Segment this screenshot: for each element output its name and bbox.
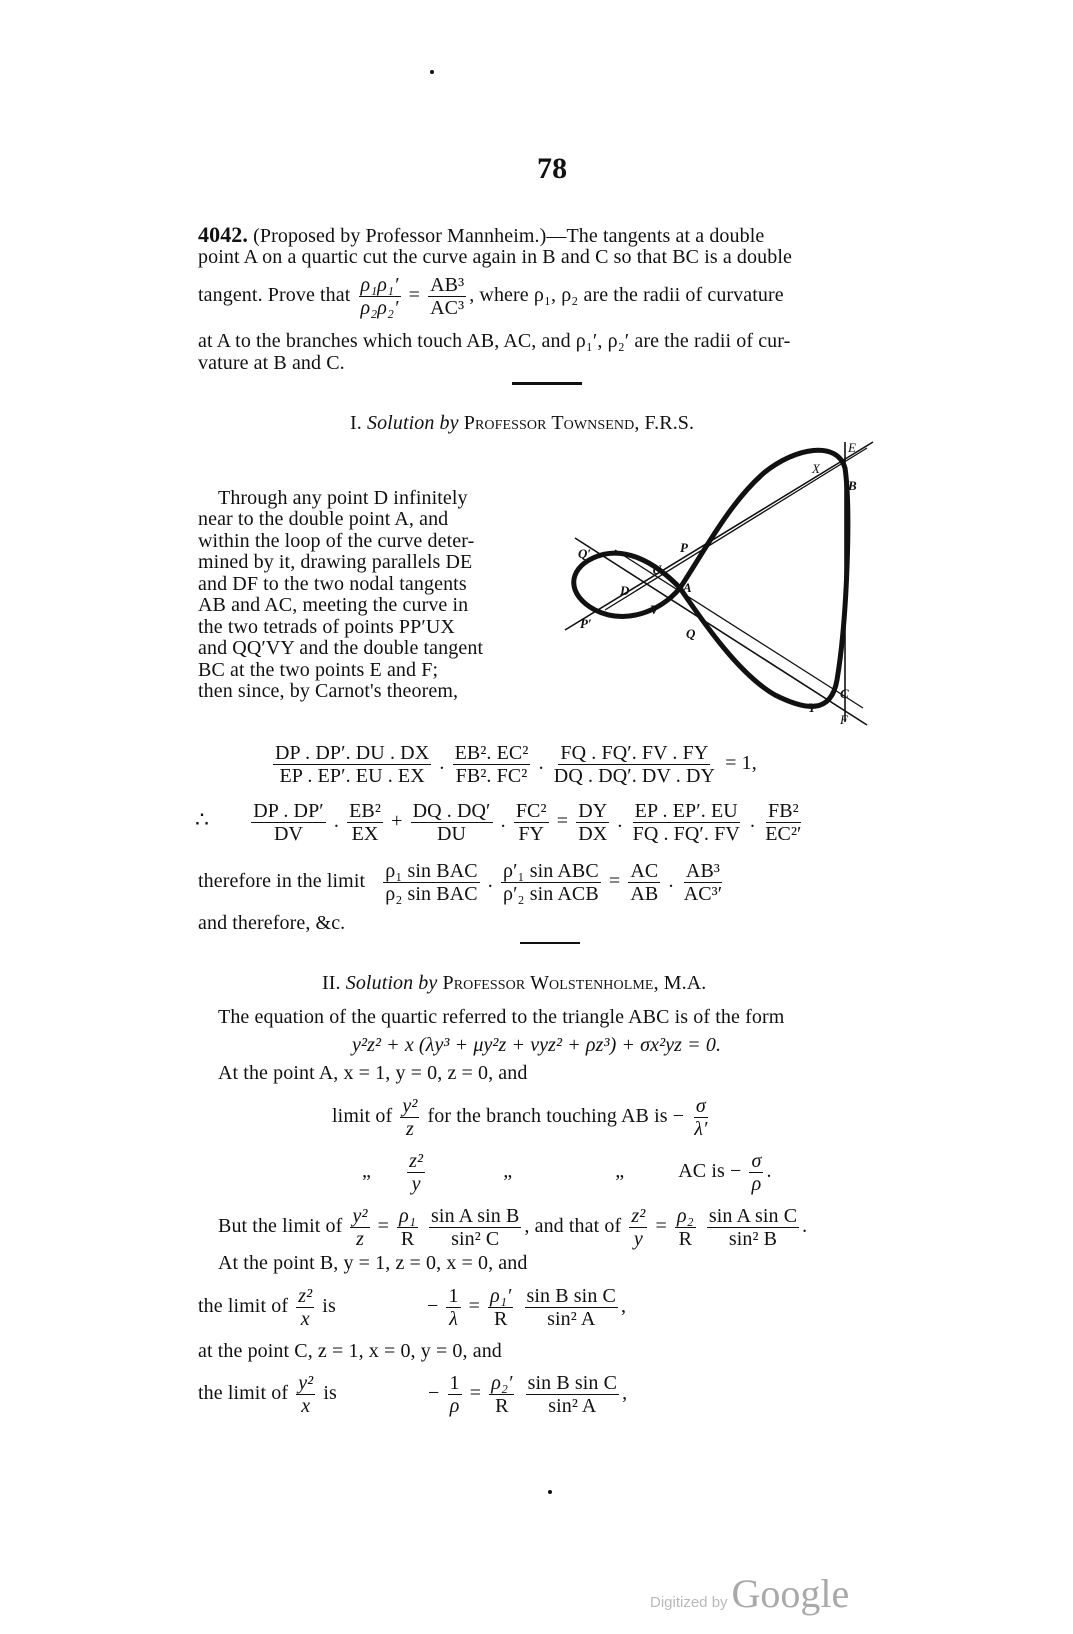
problem-line-3: tangent. Prove that $\frac{\text{ρ₁ρ₁′}}{\text{ρ₂ρ₂′}}$ = $\frac{\text{AB³}}{\text{AC³}}$ , where ρ₁, ρ₂ are the radii of curvature <box>198 274 784 319</box>
sol2-limit-c: the limit of $\frac{\text{y²}}{x}$ is − $\frac{1}{\rho}$ = $\frac{\text{ρ₂′}}{R}$ $\frac{\text{sin B sin C}}{\text{sin² A}}$ , <box>198 1372 628 1417</box>
quartic-curve-diagram <box>555 440 885 730</box>
watermark-prefix: Digitized by <box>650 1594 728 1611</box>
label-p: P <box>680 540 688 555</box>
sol1-text-line: near to the double point A, and <box>198 508 449 530</box>
problem-text-3b: , where ρ₁, ρ₂ are the radii of curvature <box>469 284 784 307</box>
sol1-text-line: Through any point D infinitely <box>218 487 468 509</box>
label-q: Q <box>686 626 696 641</box>
equation-limit: therefore in the limit $\frac{\text{ρ₁ sin BAC}}{\text{ρ₂ sin BAC}}$ . $\frac{\text{ρ′₁ sin ABC}}{\text{ρ′₂ sin ACB}}$ = $\frac{AC}{AB}$ . $\frac{\text{AB³}}{\text{AC³′}}$ <box>198 860 723 905</box>
label-f: F <box>840 712 848 727</box>
section-divider <box>520 942 580 944</box>
problem-number: 4042. <box>198 222 248 247</box>
label-d: D <box>620 583 630 598</box>
sol1-text-line: within the loop of the curve deter- <box>198 530 475 552</box>
label-e: E <box>848 440 856 455</box>
sol2-limit-ab: limit of $\frac{\text{y²}}{z}$ for the branch touching AB is − $\frac{\sigma}{\lambda'}$ <box>332 1095 708 1140</box>
problem-text-1: —The tangents at a double <box>546 225 765 247</box>
sol2-limit-b: the limit of $\frac{\text{z²}}{x}$ is − $\frac{1}{\lambda}$ = $\frac{\text{ρ₁′}}{R}$ $\frac{\text{sin B sin C}}{\text{sin² A}}$ , <box>198 1285 627 1330</box>
print-dot <box>548 1490 552 1494</box>
problem-proposer: (Proposed by Professor Mannheim.) <box>253 225 547 247</box>
label-p-prime: P′ <box>580 616 592 631</box>
problem-line-2: point A on a quartic cut the curve again in B and C so that BC is a double <box>198 246 792 268</box>
solution-1-heading: I. Solution by Professor Townsend, F.R.S. <box>350 412 695 434</box>
label-v: V <box>650 602 659 617</box>
sol1-text-line: then since, by Carnot's theorem, <box>198 680 459 702</box>
equation-carnot: $\frac{DP . DP'. DU . DX}{EP . EP'. EU . EX}$ . $\frac{\text{EB². EC²}}{\text{FB². FC²}}$ . $\frac{FQ . FQ'. FV . FY}{DQ . DQ'. DV . DY}$ = 1, <box>275 742 757 787</box>
problem-line-5: vature at B and C. <box>198 352 345 374</box>
watermark-brand: Google <box>731 1571 850 1616</box>
print-dot <box>430 70 434 74</box>
section-divider <box>512 382 582 385</box>
label-b: B <box>848 478 857 493</box>
sol2-point-a: At the point A, x = 1, y = 0, z = 0, and <box>218 1062 528 1084</box>
fraction-rho-product: $\frac{\text{ρ₁ρ₁′}}{\text{ρ₂ρ₂′}}$ <box>360 274 399 319</box>
label-q-prime: Q′ <box>578 546 592 561</box>
sol2-point-b: At the point B, y = 1, z = 0, x = 0, and <box>218 1252 528 1274</box>
parallel-de <box>605 448 867 610</box>
digitized-watermark <box>650 1570 849 1617</box>
page-number: 78 <box>537 152 568 185</box>
sol1-text-line: mined by it, drawing parallels DE <box>198 551 473 573</box>
sol2-limit-ac: „ $\frac{\text{z²}}{y}$ „ „ AC is − $\frac{\sigma}{\rho}$ . <box>362 1150 772 1195</box>
sol2-line-1: The equation of the quartic referred to the triangle ABC is of the form <box>218 1006 785 1028</box>
nodal-tangent-ab <box>565 442 873 630</box>
problem-line-1 <box>198 222 764 248</box>
problem-line-4: at A to the branches which touch AB, AC, and ρ₁′, ρ₂′ are the radii of cur- <box>198 330 791 352</box>
nodal-tangent-ac <box>575 538 867 725</box>
label-a: A <box>683 580 692 595</box>
label-u: U <box>652 562 662 577</box>
label-c: C <box>840 686 849 701</box>
curve-right-branch <box>680 450 848 706</box>
sol1-text-line: the two tetrads of points PP′UX <box>198 616 455 638</box>
sol2-quartic-equation: y²z² + x (λy³ + μy²z + νyz² + ρz³) + σx²yz = 0. <box>352 1034 722 1056</box>
problem-text-3a: tangent. Prove that <box>198 284 351 307</box>
sol1-closing: and therefore, &c. <box>198 912 346 934</box>
sol1-text-line: and QQ′VY and the double tangent <box>198 637 484 659</box>
sol2-but-limit: But the limit of $\frac{\text{y²}}{z}$ = $\frac{\text{ρ₁}}{R}$ $\frac{\text{sin A sin B}}{\text{sin² C}}$ , and that of $\frac{\text{z²}}{y}$ = $\frac{\text{ρ₂}}{R}$ $\frac{\text{sin A sin C}}{\text{sin² B}}$ . <box>218 1205 808 1250</box>
sol1-text-line: AB and AC, meeting the curve in <box>198 594 469 616</box>
solution-2-heading: II. Solution by Professor Wolstenholme, M.A. <box>322 972 707 994</box>
sol1-text-line: and DF to the two nodal tangents <box>198 573 467 595</box>
sol2-point-c: at the point C, z = 1, x = 0, y = 0, and <box>198 1340 502 1362</box>
label-y: Y <box>808 700 816 715</box>
equation-therefore: ∴ $\frac{DP . DP'}{DV}$ . $\frac{\text{EB²}}{EX}$ + $\frac{DQ . DQ'}{DU}$ . $\frac{\text{FC²}}{FY}$ = $\frac{DY}{DX}$ . $\frac{EP . EP'. EU}{FQ . FQ'. FV}$ . $\frac{\text{FB²}}{\text{EC²′}}$ <box>195 800 802 845</box>
fraction-ab-ac: $\frac{\text{AB³}}{\text{AC³}}$ <box>430 274 465 319</box>
sol1-text-line: BC at the two points E and F; <box>198 659 439 681</box>
label-x: X <box>812 461 820 476</box>
